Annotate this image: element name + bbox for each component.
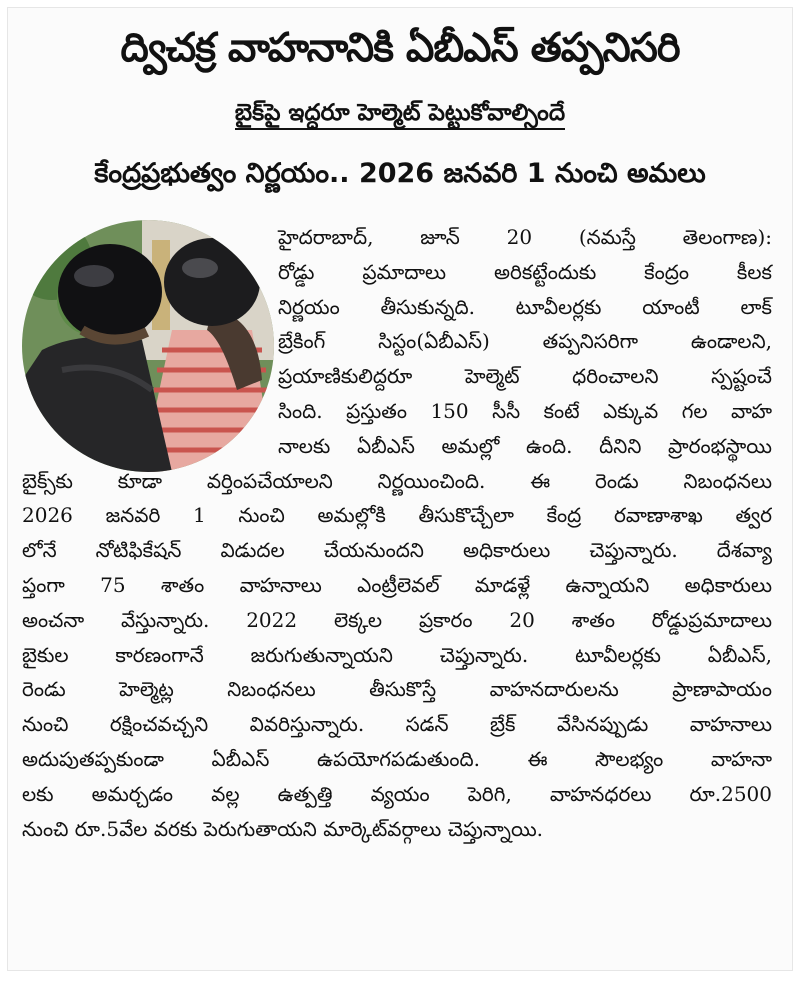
body-line: బైకుల కారణంగానే జరుగుతున్నాయని చెప్తున్నారు. టూవీలర్లకు ఏబీఎస్, xyxy=(22,642,772,667)
body-line: అంచనా వేస్తున్నారు. 2022 లెక్కల ప్రకారం 20 శాతం రోడ్డుప్రమాదాలు xyxy=(22,607,772,632)
body-line: లోనే నోటిఫికేషన్ విడుదల చేయనుందని అధికారులు చెప్తున్నారు. దేశవ్యా xyxy=(22,538,772,563)
body-line: 2026 జనవరి 1 నుంచి అమల్లోకి తీసుకొచ్చేలా కేంద్ర రవాణాశాఖ త్వర xyxy=(22,503,772,528)
body-line: రోడ్డు ప్రమాదాలు అరికట్టేందుకు కేంద్రం కీలక xyxy=(278,259,772,284)
body-line: నుంచి రూ.5వేల వరకు పెరుగుతాయని మార్కెట్‌వర్గాలు చెప్తున్నాయి. xyxy=(22,816,544,841)
body-line: బ్రేకింగ్ సిస్టం(ఏబీఎస్) తప్పనిసరిగా ఉండాలని, xyxy=(278,329,772,354)
article-body xyxy=(8,220,794,846)
deck-line: కేంద్రప్రభుత్వం నిర్ణయం.. 2026 జనవరి 1 నుంచి అమలు xyxy=(94,158,706,189)
body-line: నిర్ణయం తీసుకున్నది. టూవీలర్లకు యాంటీ లాక్ xyxy=(278,294,772,319)
body-line: హైదరాబాద్, జూన్ 20 (నమస్తే తెలంగాణ): xyxy=(278,225,772,249)
body-line: నుంచి రక్షించవచ్చని వివరిస్తున్నారు. సడన్ బ్రేక్ వేసినప్పుడు వాహనాలు xyxy=(22,712,772,737)
subheadline-text: బైక్‌పై ఇద్దరూ హెల్మెట్ పెట్టుకోవాల్సిందే xyxy=(235,100,565,130)
body-line: రెండు హెల్మెట్ల నిబంధనలు తీసుకొస్తే వాహనదారులను ప్రాణాపాయం xyxy=(22,677,772,702)
headline: ద్విచక్ర వాహనానికి ఏబీఎస్ తప్పనిసరి xyxy=(120,25,680,71)
body-line: ప్రయాణికులిద్దరూ హెల్మెట్ ధరించాలని స్పష్టంచే xyxy=(278,364,772,389)
body-line: సింది. ప్రస్తుతం 150 సీసీ కంటే ఎక్కువ గల వాహ xyxy=(278,398,772,423)
body-line: లకు అమర్చడం వల్ల ఉత్పత్తి వ్యయం పెరిగి, వాహనధరలు రూ.2500 xyxy=(22,781,772,806)
body-line: బైక్స్‌కు కూడా వర్తింపచేయాలని నిర్ణయించింది. ఈ రెండు నిబంధనలు xyxy=(22,468,772,493)
body-line: నాలకు ఏబీఎస్ అమల్లో ఉంది. దీనిని ప్రారంభస్థాయి xyxy=(278,433,772,458)
body-line: ప్తంగా 75 శాతం వాహనాలు ఎంట్రీలెవల్ మాడళ్లే ఉన్నాయని అధికారులు xyxy=(22,572,772,597)
subheadline xyxy=(8,96,792,130)
newspaper-clipping xyxy=(7,7,793,971)
body-line: అదుపుతప్పకుండా ఏబీఎస్ ఉపయోగపడుతుంది. ఈ సౌలభ్యం వాహనా xyxy=(22,746,772,771)
